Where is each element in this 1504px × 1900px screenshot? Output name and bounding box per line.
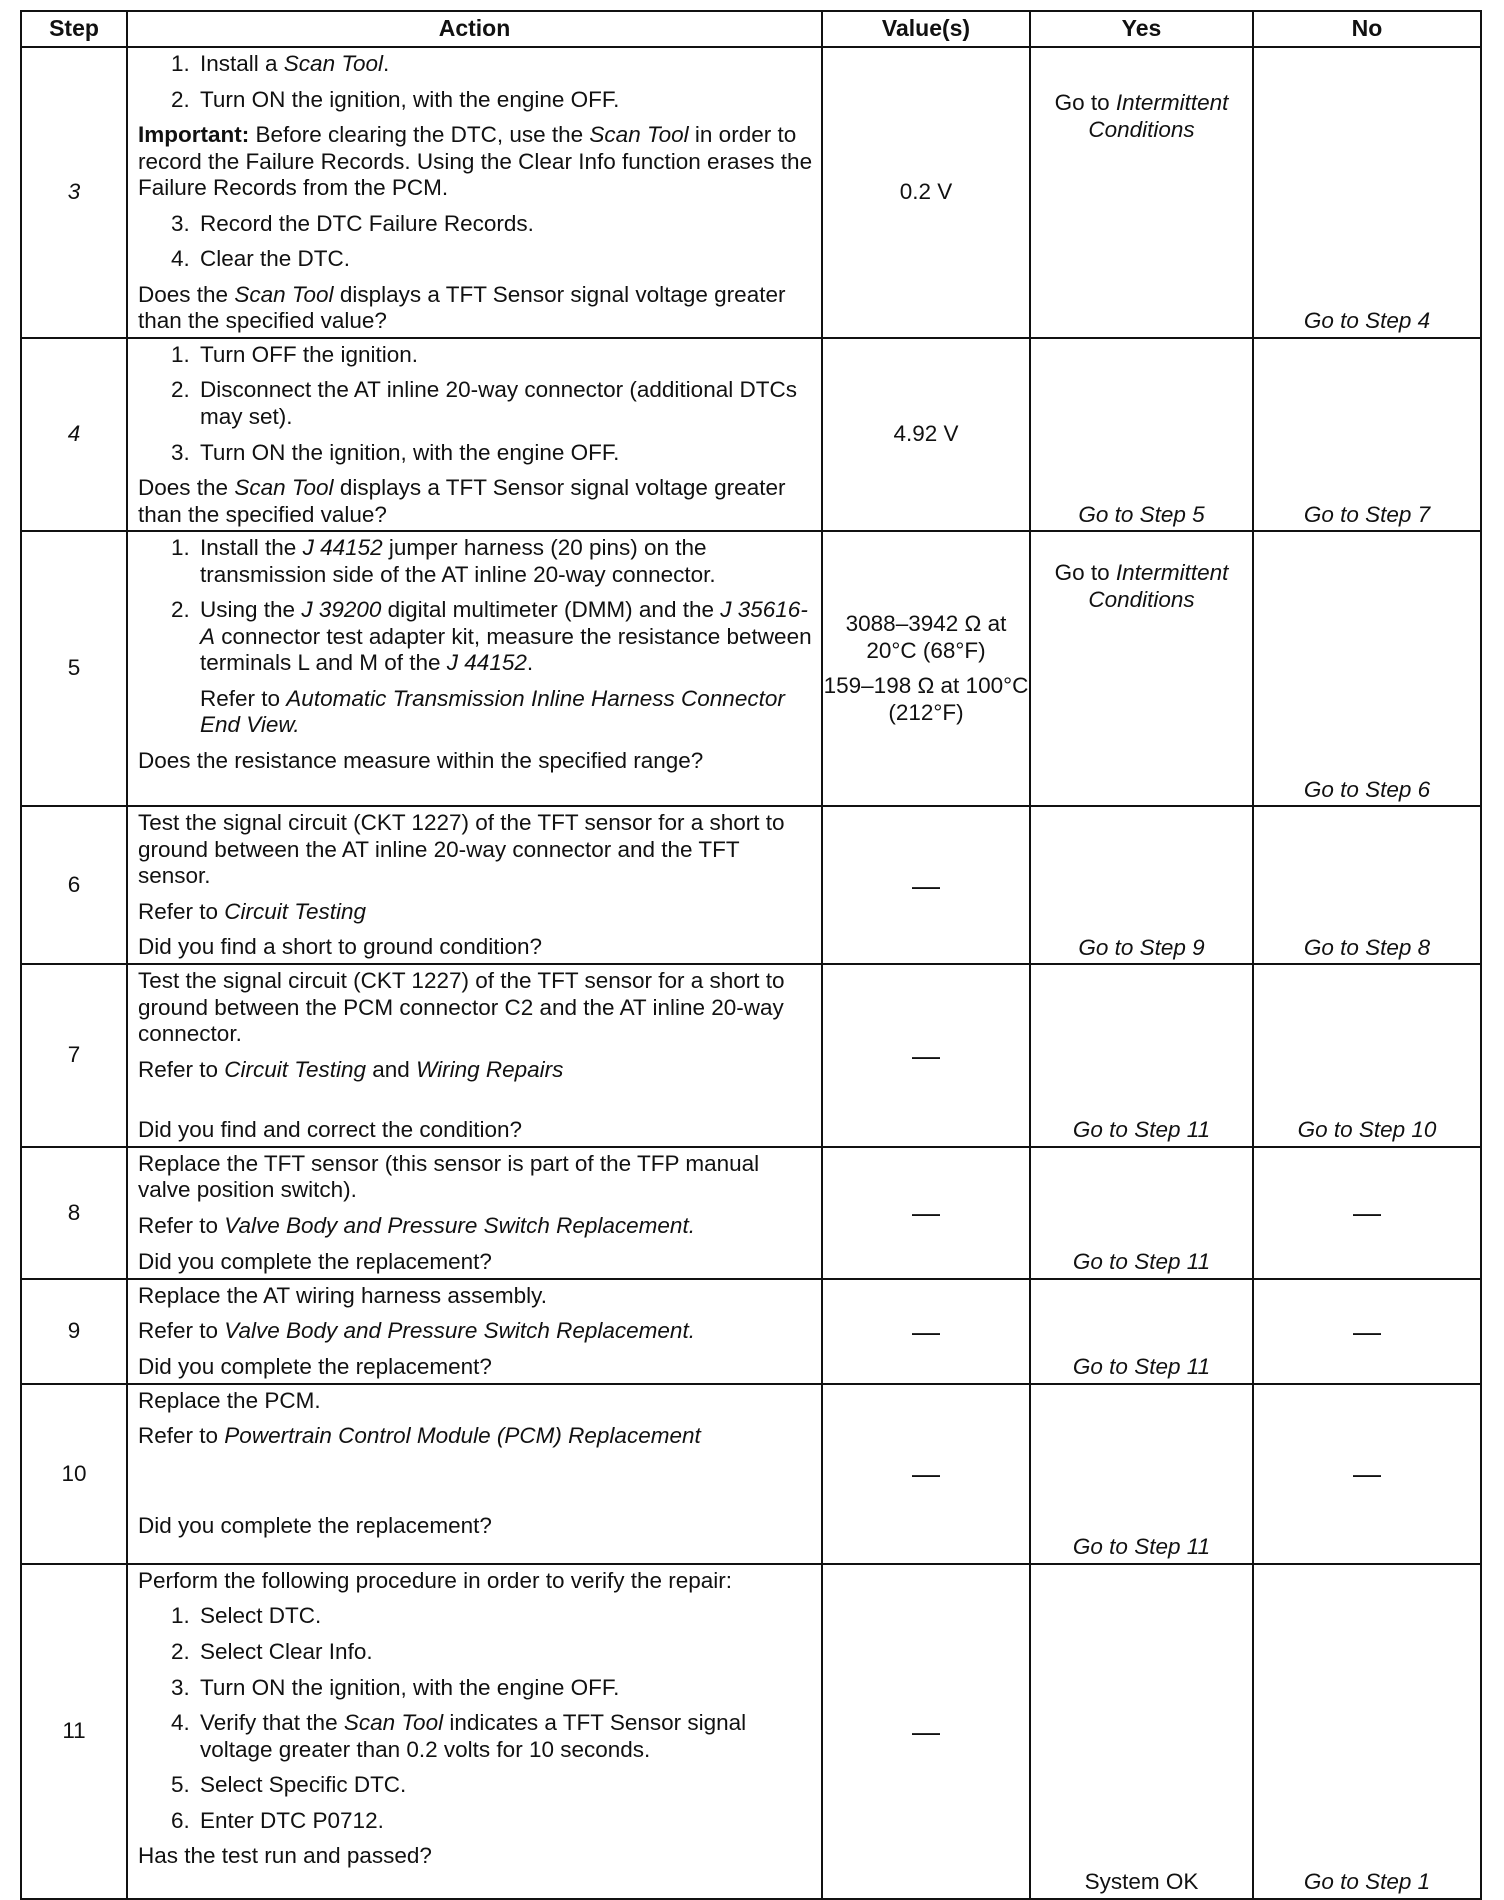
no-cell [1253,47,1481,338]
reference-link[interactable]: Automatic Transmission Inline Harness Connector End View [200,685,785,738]
step-number: 7 [21,964,127,1147]
table-row [21,1279,1481,1384]
yes-cell [1030,338,1253,531]
value-cell: 0.2 V [822,47,1030,338]
step-number: 9 [21,1279,127,1384]
go-to-step-link[interactable]: Go to Step 11 [1072,1249,1211,1275]
reference: Refer to Circuit Testing and Wiring Repairs [138,1056,564,1082]
action-question: Has the test run and passed? [138,1843,432,1869]
no-cell: — [1253,1279,1481,1384]
yes-cell [1030,1147,1253,1279]
action-item: 6. Enter DTC P0712. [196,1808,813,1835]
table-row [21,1384,1481,1564]
go-to-step-link[interactable]: Go to Step 11 [1072,1117,1211,1143]
no-cell [1253,531,1481,806]
table-row [21,1564,1481,1899]
action-question: Does the Scan Tool displays a TFT Sensor signal voltage greater than the specified value? [138,475,786,527]
diagnostic-table [20,10,1482,1900]
value-cell: — [822,1564,1030,1899]
action-question: Did you complete the replacement? [138,1248,492,1274]
action-question: Did you find and correct the condition? [138,1117,522,1143]
header-action: Action [127,11,822,47]
action-item: 4. Verify that the Scan Tool indicates a TFT Sensor signal voltage greater than 0.2 volts for 10 seconds. [196,1710,813,1763]
action-cell [127,338,822,531]
action-cell: Replace the PCM. Refer to Powertrain Control Module (PCM) Replacement Did you complete the replacement? [127,1384,822,1564]
table-row [21,1147,1481,1279]
go-to-step-link[interactable]: Go to Step 9 [1078,934,1205,960]
yes-cell [1030,1384,1253,1564]
action-item: 2. Select Clear Info. [196,1639,813,1666]
action-cell: Test the signal circuit (CKT 1227) of the TFT sensor for a short to ground between the AT inline 20-way connector and the TFT sensor. Refer to Circuit Testing Did you find a short to ground condition? [127,806,822,964]
go-to-step-link[interactable]: Go to Step 4 [1303,308,1431,334]
action-item: 2. Disconnect the AT inline 20-way connector (additional DTCs may set). [196,377,813,430]
system-ok-text: System OK [1084,1869,1199,1895]
value-cell: — [822,806,1030,964]
reference: Refer to Powertrain Control Module (PCM) Replacement [138,1423,701,1449]
action-item: 1. Install a Scan Tool. [196,51,813,78]
reference: Refer to Automatic Transmission Inline Harness Connector End View. [200,685,785,738]
yes-cell [1030,964,1253,1147]
step-number: 11 [21,1564,127,1899]
header-step: Step [21,11,127,47]
action-cell: Perform the following procedure in order to verify the repair: 1. Select DTC. 2. Select Clear Info. 3. Turn ON the ignition, with the engine OFF. 4. Verify that the Scan Tool indicates a TFT Sensor signal voltage greater than 0.2 volts for 10 seconds. 5. Select Specific DTC. 6. Enter DTC P0712. Has the test run and passed? [127,1564,822,1899]
reference: Refer to Valve Body and Pressure Switch Replacement. [138,1318,695,1344]
action-item: 1. Turn OFF the ignition. [196,342,813,369]
header-row [21,11,1481,47]
action-item: 4. Clear the DTC. [196,246,813,273]
no-cell: — [1253,1384,1481,1564]
value-cell: — [822,1147,1030,1279]
reference-link[interactable]: Wiring Repairs [416,1056,564,1082]
important-note: Important: Before clearing the DTC, use the Scan Tool in order to record the Failure Records. Using the Clear Info function erases the Failure Records from the PCM. [138,122,813,201]
yes-cell [1030,806,1253,964]
step-number: 5 [21,531,127,806]
table-row [21,964,1481,1147]
action-cell [127,47,822,338]
go-to-step-link[interactable]: Go to Step 10 [1297,1117,1437,1143]
go-to-step-link[interactable]: Go to Step 11 [1072,1534,1211,1560]
step-number: 10 [21,1384,127,1564]
action-item: 2. Using the J 39200 digital multimeter (DMM) and the J 35616-A connector test adapter kit, measure the resistance between terminals L and M of the J 44152. Refer to Automatic Transmission Inline Harness Connector End View. [196,597,813,739]
step-number: 3 [21,47,127,338]
no-cell [1253,338,1481,531]
action-cell [127,531,822,806]
action-item: 3. Turn ON the ignition, with the engine OFF. [196,440,813,467]
reference-link[interactable]: Circuit Testing [224,898,367,924]
action-item: 5. Select Specific DTC. [196,1772,813,1799]
go-to-step-link[interactable]: Go to Step 8 [1303,934,1431,960]
reference: Refer to Circuit Testing [138,898,367,924]
table-row [21,47,1481,338]
action-question: Did you complete the replacement? [138,1354,492,1380]
go-to-step-link[interactable]: Go to Step 1 [1303,1869,1431,1895]
go-to-step-link[interactable]: Go to Step 5 [1078,501,1205,527]
action-item: 2. Turn ON the ignition, with the engine OFF. [196,87,813,114]
header-no: No [1253,11,1481,47]
table-row [21,531,1481,806]
value-cell: 3088–3942 Ω at 20°C (68°F) 159–198 Ω at 100°C (212°F) [822,531,1030,806]
no-cell [1253,1564,1481,1899]
go-to-step-link[interactable]: Go to Step 11 [1072,1354,1211,1380]
action-cell: Test the signal circuit (CKT 1227) of the TFT sensor for a short to ground between the PCM connector C2 and the AT inline 20-way connector. Refer to Circuit Testing and Wiring Repairs Did you find and correct the condition? [127,964,822,1147]
header-values: Value(s) [822,11,1030,47]
reference-link[interactable]: Circuit Testing [224,1056,367,1082]
yes-cell: Go to Intermittent Conditions [1030,531,1253,806]
yes-cell [1030,1564,1253,1899]
value-cell: 4.92 V [822,338,1030,531]
go-to-step-link[interactable]: Go to Step 6 [1303,776,1431,802]
reference-link[interactable]: Valve Body and Pressure Switch Replacement [224,1318,689,1344]
reference: Refer to Valve Body and Pressure Switch Replacement. [138,1213,695,1239]
step-number: 6 [21,806,127,964]
go-to-step-link[interactable]: Go to Step 7 [1303,501,1431,527]
step-number: 4 [21,338,127,531]
no-cell: — [1253,1147,1481,1279]
action-question: Does the Scan Tool displays a TFT Sensor signal voltage greater than the specified value? [138,281,786,334]
reference-link[interactable]: Valve Body and Pressure Switch Replacement [224,1213,689,1239]
table-row [21,806,1481,964]
action-question: Did you find a short to ground condition? [138,934,543,960]
yes-cell: Go to Intermittent Conditions [1030,47,1253,338]
reference-link[interactable]: Powertrain Control Module (PCM) Replacement [224,1423,701,1449]
value-cell: — [822,1279,1030,1384]
action-question: Does the resistance measure within the specified range? [138,748,704,774]
action-question: Did you complete the replacement? [138,1513,492,1539]
value-cell: — [822,964,1030,1147]
action-cell: Replace the AT wiring harness assembly. Refer to Valve Body and Pressure Switch Replacement. Did you complete the replacement? [127,1279,822,1384]
step-number: 8 [21,1147,127,1279]
value-cell: — [822,1384,1030,1564]
action-item: 3. Turn ON the ignition, with the engine OFF. [196,1675,813,1702]
header-yes: Yes [1030,11,1253,47]
action-cell: Replace the TFT sensor (this sensor is part of the TFP manual valve position switch). Refer to Valve Body and Pressure Switch Replacement. Did you complete the replacement? [127,1147,822,1279]
no-cell [1253,806,1481,964]
table-row [21,338,1481,531]
action-item: 3. Record the DTC Failure Records. [196,211,813,238]
no-cell [1253,964,1481,1147]
yes-cell [1030,1279,1253,1384]
action-item: 1. Select DTC. [196,1603,813,1630]
action-item: 1. Install the J 44152 jumper harness (20 pins) on the transmission side of the AT inline 20-way connector. [196,535,813,588]
